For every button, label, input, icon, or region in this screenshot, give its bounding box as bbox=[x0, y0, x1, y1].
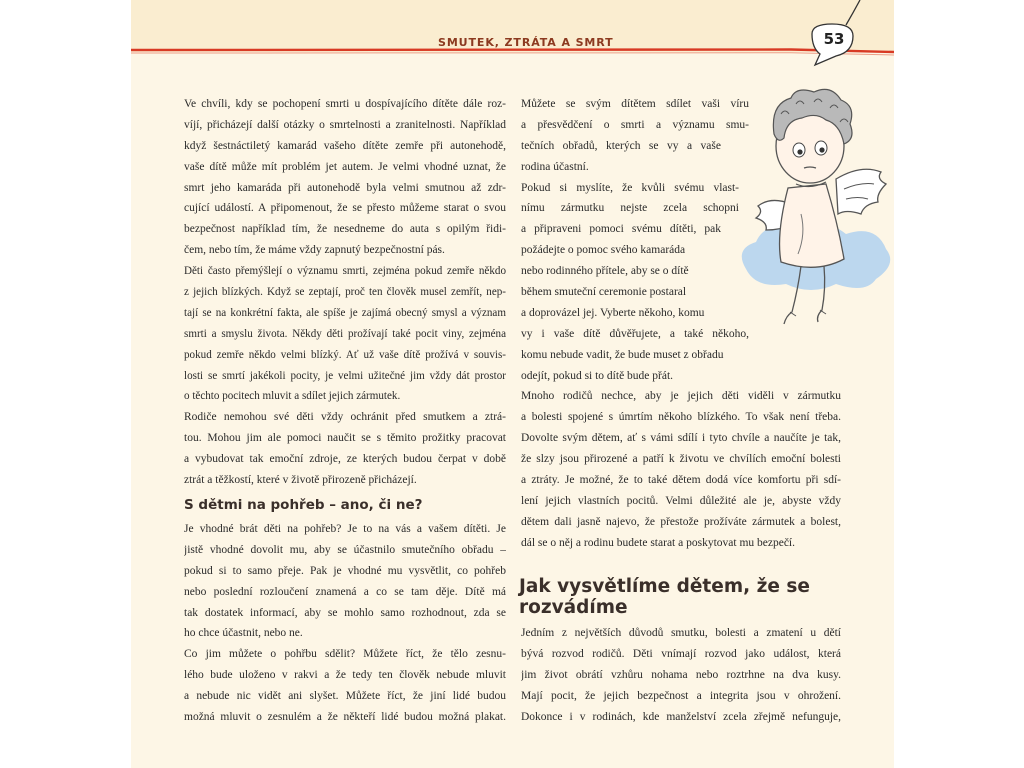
text-line: pokud zemře někdo velmi blízký. Ať už vaše dítě prožívá v souvis- bbox=[184, 348, 506, 361]
text-line: nebo poslední rozloučení znamená a co se tam děje. Dítě má bbox=[184, 585, 506, 598]
text-line: Mnoho rodičů nechce, aby je jejich děti viděli v zármutku bbox=[521, 390, 841, 403]
text-line: dál se o něj a rodinu budete starat a poskytovat mu bezpečí. bbox=[521, 536, 795, 549]
text-line: když šestnáctiletý kamarád vašeho dítěte zemře při autonehodě, bbox=[184, 139, 506, 152]
section-heading bbox=[519, 576, 839, 618]
text-line: ztrát a těžkostí, které v životě přirozeně přicházejí. bbox=[184, 474, 417, 487]
text-line: rodina účastní. bbox=[521, 160, 589, 173]
text-line: lého bude uloženo v rakvi a že tedy ten člověk nebude mluvit bbox=[184, 669, 506, 682]
text-line: vy i vaše dítě důvěřujete, a také někoho, bbox=[521, 327, 749, 340]
text-line: jistě vhodné dovolit mu, aby se účastnilo smutečního obřadu – bbox=[184, 543, 506, 556]
page-number: 53 bbox=[823, 30, 845, 48]
text-line: odejít, pokud si to dítě bude přát. bbox=[521, 369, 674, 382]
text-line: bývá rozvod rodičů. Děti vnímají rozvod jako událost, která bbox=[521, 647, 841, 660]
text-line: losti se smrtí jakékoli pocity, je velmi užitečné jim vždy dát prostor bbox=[184, 369, 506, 382]
angel-illustration bbox=[726, 84, 894, 334]
text-line: víjí, přicházejí další otázky o smrtelnosti a zranitelnosti. Například bbox=[184, 118, 506, 131]
text-line: vaše dítě může mít problém jet autem. Je velmi vhodné uznat, že bbox=[184, 160, 506, 173]
text-line: ho chce účastnit, nebo ne. bbox=[184, 627, 303, 640]
section-subheading: S dětmi na pohřeb – ano, či ne? bbox=[184, 497, 423, 513]
section-heading-line: rozvádíme bbox=[519, 597, 628, 618]
left-column-text bbox=[184, 94, 506, 491]
right-column-text-2 bbox=[521, 623, 841, 727]
text-line: o těchto pocitech mluvit a sdílet jejich zármutek. bbox=[184, 390, 401, 403]
text-line: Jedním z největších důvodů smutku, bolesti a zmatení u dětí bbox=[521, 627, 841, 639]
text-line: požádejte o pomoc svého kamaráda bbox=[521, 244, 686, 257]
text-line: Ve chvíli, kdy se pochopení smrti u dospívajícího dítěte dále roz- bbox=[184, 98, 506, 110]
book-page bbox=[131, 0, 894, 768]
text-line: během smuteční ceremonie postaral bbox=[521, 286, 687, 299]
text-line: smrti a smyslu života. Někdy děti prožívají také pocit viny, zejména bbox=[184, 327, 506, 340]
text-line: Mají pocit, že jejich bezpečnost a integrita jsou v ohrožení. bbox=[521, 689, 841, 702]
text-line: čem, nebo tím, že máme vždy zapnutý bezpečnostní pás. bbox=[184, 244, 445, 257]
text-line: tečních obřadů, kterých se vy a vaše bbox=[521, 139, 721, 152]
text-line: pokud si to samo přeje. Pak je vhodné mu vysvětlit, co pohřeb bbox=[184, 564, 506, 577]
left-column-text-2 bbox=[184, 519, 506, 728]
text-line: a bolesti spojené s úmrtím někoho blízkého. To však není třeba. bbox=[521, 411, 841, 424]
text-line: Co jim můžete o pohřbu sdělit? Můžete říct, že tělo zesnu- bbox=[184, 648, 506, 661]
text-line: tají se na konkrétní fakta, ale spíše je zajímá obecný smysl a význam bbox=[184, 306, 506, 319]
text-line: tou. Mohou jim ale pomoci naučit se s těmito prožitky pracovat bbox=[184, 432, 506, 445]
text-line: jim život obrátí vzhůru nohama nebo roztrhne na dva kusy. bbox=[521, 668, 841, 681]
text-line: nebo rodinného přítele, aby se o dítě bbox=[521, 265, 689, 278]
text-line: Je vhodné brát děti na pohřeb? Je to na vás a vašem dítěti. Je bbox=[184, 523, 506, 535]
text-line: a ztráty. Je možné, že to také dětem dodá více komfortu při sdí- bbox=[521, 474, 841, 487]
text-line: Dovolte svým dětem, ať s vámi sdílí i tyto chvíle a naučíte je tak, bbox=[521, 432, 841, 445]
text-line: lení jejich vlastních pocitů. Velmi důležité ale je, abyste vždy bbox=[521, 494, 841, 507]
text-line: a přesvědčení o smrti a významu smu- bbox=[521, 118, 749, 131]
text-line: Rodiče nemohou své děti vždy ochránit před smutkem a ztrá- bbox=[184, 411, 506, 424]
text-line: nímu zármutku nejste zcela schopni bbox=[521, 202, 739, 215]
section-heading-line: Jak vysvětlíme dětem, že se bbox=[519, 576, 810, 597]
text-line: cující událostí. A připomenout, že se přesto můžeme starat o svou bbox=[184, 202, 506, 215]
running-header: SMUTEK, ZTRÁTA A SMRT bbox=[438, 36, 614, 49]
text-line: Pokud si myslíte, že kvůli svému vlast- bbox=[521, 181, 739, 194]
text-line: smrt jeho kamaráda při autonehodě byla velmi smutnou až zdr- bbox=[184, 181, 506, 194]
text-line: z jejich blízkých. Když se zeptají, proč ten člověk musel zemřít, nep- bbox=[184, 286, 506, 299]
text-line: Děti často přemýšlejí o významu smrti, zejména pokud zemře někdo bbox=[184, 265, 506, 278]
text-line: a nebude nic vidět ani slyšet. Můžete říct, že jiní lidé budou bbox=[184, 690, 506, 703]
text-line: Můžete se svým dítětem sdílet vaši víru bbox=[521, 98, 749, 110]
text-line: tak dostatek informací, aby se mohlo samo rozhodnout, zda se bbox=[184, 606, 506, 619]
text-line: komu nebude vadit, že bude muset z obřadu bbox=[521, 348, 724, 361]
text-line: bezpečnost například tím, že nesedneme do auta s opilým řidi- bbox=[184, 223, 506, 236]
text-line: Dokonce i v rodinách, kde manželství zcela zřejmě nefunguje, bbox=[521, 710, 841, 723]
text-line: že slzy jsou přirozené a patří k životu ve chvílích emoční bolesti bbox=[521, 453, 841, 466]
text-line: a vybudovat tak emoční zdroje, ze kterých budou čerpat v době bbox=[184, 453, 506, 466]
text-line: dětem dali jasně najevo, že přestože prožíváte zármutek a bolest, bbox=[521, 515, 841, 528]
text-line: a připraveni pomoci svému dítěti, pak bbox=[521, 223, 721, 236]
text-line: možná mluvit o zesnulém a že někteří lidé budou možná plakat. bbox=[184, 711, 506, 724]
text-line: a doprovázel jej. Vyberte někoho, komu bbox=[521, 306, 705, 319]
